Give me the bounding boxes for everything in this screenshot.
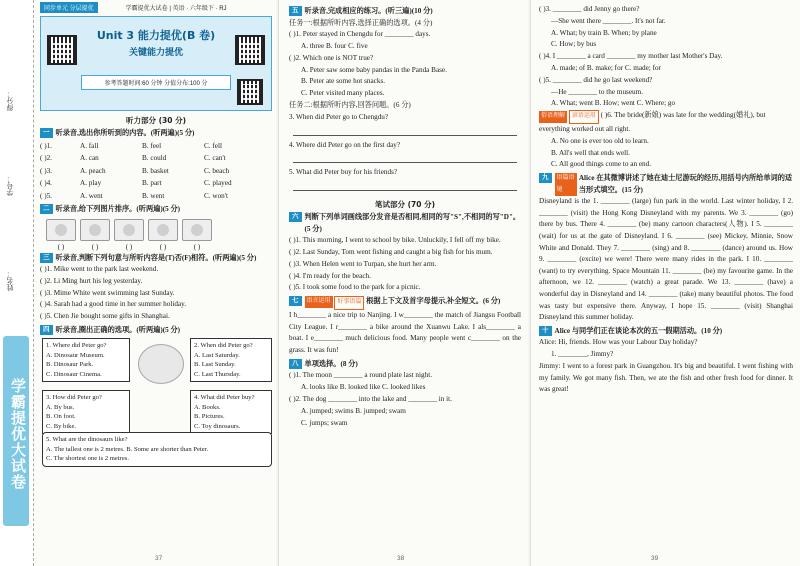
section-4-boxes — [40, 336, 272, 463]
box-line: C. By bike. — [46, 422, 77, 430]
list-item: ( )3. When Helen went to Turpan, she hurt her arm. — [289, 259, 437, 268]
list-item: ( )2. A. can B. could C. can't — [40, 154, 226, 162]
cloze-paragraph: I h________ a nice trip to Nanjing. I w________ the match of Jiangsu Football City League. I r________ a bike around the Xuanwu Lake. I als________ a boat. I e________ much delicious food. Many people went c________ on the grass. It was fun! — [289, 310, 521, 355]
section-text: Alice 在其微博讲述了她在迪士尼游玩的经历,用括号内所给单词的适当形式填空。(15 分) — [578, 174, 793, 194]
section-number: 七 — [289, 296, 302, 306]
dialogue-line: Alice: Hi, friends. How was your Labour Day holiday? — [539, 338, 698, 347]
picture-2 — [80, 219, 110, 241]
unit-title: Unit 3 能力提优(B 卷) — [96, 29, 216, 42]
section-3-heading — [40, 253, 272, 265]
list-item: ( )4. A. play B. part C. played — [40, 179, 232, 187]
question-box-3 — [42, 390, 130, 434]
list-item: ( )5. ________ did he go last weekend? — [539, 75, 653, 84]
picture-4 — [148, 219, 178, 241]
page-37 — [0, 0, 276, 566]
binding-sidebar — [0, 0, 34, 566]
list-item: A. Peter saw some baby pandas in the Panda Base. — [301, 65, 447, 74]
section-text: Alice 与同学们正在谈论本次的五一假期活动。(10 分) — [554, 326, 723, 335]
box-line: C. The shortest one is 2 metres. — [46, 455, 130, 463]
section-text: 单项选择。(8 分) — [304, 359, 358, 368]
skill-chip: 语篇语境 — [555, 173, 578, 196]
page-number: 38 — [397, 555, 405, 562]
skill-chip-2: 好事语篇 — [334, 296, 364, 310]
page-37-content — [40, 0, 272, 463]
answer-blank[interactable]: ( ) — [91, 242, 99, 251]
list-item: C. How; by bus — [551, 40, 597, 49]
picture-row — [46, 219, 272, 241]
task-1-label: 任务一:根据所听内容,选择正确的选项。(4 分) — [289, 18, 433, 27]
score-label: 得分： — [7, 90, 14, 111]
box-line: 4. What did Peter buy? — [194, 394, 255, 402]
section-text: 根据上下文及首字母提示,补全短文。(6 分) — [366, 297, 501, 306]
list-item: ( )5. A. went B. went C. won't — [40, 191, 229, 200]
section-text: 判断下列单词画线部分发音是否相同,相同的写"S",不相同的写"D"。(5 分) — [304, 213, 521, 233]
top-bar — [40, 0, 272, 14]
section-1-rows — [40, 140, 272, 203]
box-line: C. Last Thursday. — [194, 370, 241, 378]
section-7-heading — [289, 296, 521, 310]
section-text: 听录音,完成相应的练习。(听三遍)(10 分) — [304, 7, 433, 15]
answer-blank[interactable]: ( ) — [159, 242, 167, 251]
box-line: 2. When did Peter go? — [194, 342, 253, 350]
children-illustration — [138, 344, 184, 384]
box-line: B. Last Sunday. — [194, 361, 236, 369]
section-number: 三 — [40, 253, 53, 263]
section-6-heading — [289, 212, 521, 235]
unit-header — [40, 16, 272, 111]
question-text: ( )6. The bride(新娘) was late for the wedding(婚礼), but everything worked out all right. — [539, 111, 766, 133]
box-line: 3. How did Peter go? — [46, 394, 102, 402]
section-text: 听录音,选出你所听到的内容。(听两遍)(5 分) — [55, 129, 195, 137]
box-line: B. On foot. — [46, 413, 76, 421]
box-line: B. Dinosaur Park. — [46, 361, 94, 369]
page-number: 39 — [651, 555, 659, 562]
list-item: C. jumps; swam — [301, 418, 348, 427]
page-number: 37 — [155, 555, 163, 562]
box-line: B. Pictures. — [194, 413, 225, 421]
qr-code-small-icon — [237, 79, 263, 105]
list-item: ( )5. Chen Jie bought some gifts in Shanghai. — [40, 312, 170, 321]
list-item: —He ________ to the museum. — [551, 87, 644, 96]
section-2-heading — [40, 204, 272, 216]
list-item: C. All good things come to an end. — [551, 160, 652, 169]
box-line: C. Dinosaur Cinema. — [46, 370, 102, 378]
answer-parens — [46, 243, 272, 251]
box-line: A. The tallest one is 2 metres. B. Some are shorter than Peter. — [46, 445, 209, 453]
section-4-heading — [40, 325, 272, 337]
answer-blank[interactable]: ( ) — [57, 242, 65, 251]
question-box-5 — [42, 432, 272, 467]
box-line: 5. What are the dinosaurs like? — [46, 436, 128, 444]
section-number: 十 — [539, 326, 552, 336]
list-item: ( )1. This morning, I went to school by bike. Unluckily, I fell off my bike. — [289, 236, 501, 245]
list-item: ( )1. A. fall B. feel C. fell — [40, 141, 222, 150]
list-item: A. What; by train B. When; by plane — [551, 28, 657, 37]
question-box-1 — [42, 338, 130, 382]
picture-5 — [182, 219, 212, 241]
section-1-heading — [40, 128, 272, 140]
written-heading: 笔试部分 (70 分) — [374, 200, 435, 210]
list-item: ( )4. Sarah had a good time in her summer holiday. — [40, 300, 187, 309]
list-item: ( )4. I ________ a card ________ my mother last Mother's Day. — [539, 52, 723, 61]
section-9-heading — [539, 173, 793, 196]
task-2-label: 任务二:根据所听内容,回答问题。(6 分) — [289, 101, 411, 110]
list-item: A. made; of B. make; for C. made; for — [551, 63, 661, 72]
picture-3 — [114, 219, 144, 241]
list-item: A. three B. four C. five — [301, 42, 368, 51]
list-item: A. What; went B. How; went C. Where; go — [551, 99, 676, 108]
question-box-4 — [190, 390, 272, 434]
unit-subtitle: 关键能力提优 — [128, 48, 183, 58]
picture-1 — [46, 219, 76, 241]
list-item: C. Peter visited many places. — [301, 89, 385, 98]
list-item: B. All's well that ends well. — [551, 148, 630, 157]
answer-blank[interactable]: ( ) — [125, 242, 133, 251]
section-8-heading — [289, 359, 521, 371]
list-item: ( )2. Last Sunday, Tom went fishing and caught a big fish for his mum. — [289, 248, 493, 257]
section-number: 八 — [289, 359, 302, 369]
list-item: ( )4. I'm ready for the beach. — [289, 271, 371, 280]
series-tag: 同步单元 分层提优 — [40, 2, 98, 13]
page-38 — [278, 0, 528, 566]
answer-line[interactable] — [293, 151, 517, 163]
skill-chip-2: 谚语运用 — [569, 110, 599, 124]
list-item: A. jumped; swims B. jumped; swam — [301, 406, 406, 415]
question: 3. When did Peter go to Chengdu? — [289, 112, 389, 121]
list-item: ( )1. Peter stayed in Chengdu for ________ days. — [289, 30, 431, 39]
question: 5. What did Peter buy for his friends? — [289, 168, 398, 177]
list-item: ( )2. Li Ming hurt his leg yesterday. — [40, 276, 143, 285]
list-item: ( )1. The moon ________ a round plate last night. — [289, 371, 432, 380]
student-id-label: 学号： — [7, 175, 14, 196]
section-number: 二 — [40, 204, 53, 214]
box-line: A. Books. — [194, 403, 221, 411]
answer-line[interactable] — [293, 124, 517, 136]
question-box-2 — [190, 338, 272, 382]
answer-blank[interactable]: ( ) — [193, 242, 201, 251]
section-text: 听录音,判断下列句意与所听内容是(T)否(F)相符。(听两遍)(5 分) — [55, 253, 257, 262]
dialogue-line: Jimmy: I went to a forest park in Guangzhou. It's big and beautiful. I went fishing with my family. We got many fish. Then, we ate the fish and other fresh food for dinner. It was great! — [539, 361, 793, 394]
section-text: 听录音,圈出正确的选项。(听两遍)(5 分) — [55, 325, 181, 334]
section-number: 九 — [539, 173, 552, 183]
time-bar: 参考答题时间:60 分钟 分值分布:100 分 — [81, 75, 231, 90]
list-item: A. No one is ever too old to learn. — [551, 136, 649, 145]
list-item: ( )3. Mime White went swimming last Sunday. — [40, 288, 175, 297]
list-item — [539, 110, 793, 136]
section-text: 听录音,给下列图片排序。(听两遍)(5 分) — [55, 205, 181, 213]
section-number: 一 — [40, 128, 53, 138]
name-label: 姓名： — [7, 270, 14, 291]
list-item: ( )3. ________ did Jenny go there? — [539, 5, 640, 13]
page-38-content — [289, 4, 521, 429]
answer-line[interactable] — [293, 179, 517, 191]
section-number: 四 — [40, 325, 53, 335]
box-line: A. Dinosaur Museum. — [46, 351, 105, 359]
list-item: ( )1. Mike went to the park last weekend. — [40, 265, 159, 273]
box-line: A. By bus. — [46, 403, 75, 411]
book-line: 学霸提优大试卷 | 英语 · 六年级下 · RJ — [125, 5, 227, 12]
section-5-heading — [289, 6, 521, 18]
box-line: 1. Where did Peter go? — [46, 342, 107, 350]
list-item: —She went there ________. It's not far. — [551, 16, 666, 25]
question: 4. Where did Peter go on the first day? — [289, 140, 401, 149]
page-39-content — [539, 4, 793, 396]
skill-chip: 语言运用 — [305, 296, 333, 308]
section-number: 五 — [289, 6, 302, 16]
brand-logo: 学霸提优大试卷 — [3, 336, 29, 526]
listening-heading: 听力部分 (30 分) — [125, 116, 186, 125]
list-item: ( )2. Which one is NOT true? — [289, 53, 374, 62]
list-item: A. looks like B. looked like C. looked likes — [301, 383, 426, 392]
dialogue-line: 1. ________, Jimmy? — [551, 349, 614, 358]
section-10-heading — [539, 326, 793, 338]
list-item: B. Peter ate some hot snacks. — [301, 77, 386, 86]
box-line: C. Toy dinosaurs. — [194, 422, 241, 430]
section-number: 六 — [289, 212, 302, 222]
list-item: ( )5. I took some food to the park for a picnic. — [289, 283, 421, 292]
page-39 — [530, 0, 800, 566]
box-line: A. Last Saturday. — [194, 351, 240, 359]
list-item: ( )2. The dog ________ into the lake and ________ in it. — [289, 395, 452, 404]
list-item: ( )3. A. peach B. basket C. beach — [40, 166, 230, 175]
skill-chip: 俗语理解 — [539, 111, 567, 123]
fill-blank-paragraph: Disneyland is the 1. ________ (large) fun park in the world. Last winter holiday, I 2. ________ (visit) the Hong Kong Disneyland with my parents. We 3. ________ (go) there by bus. There 4. ________ (be) many cartoon characters(人物). I 5. ________ (wait) for us at the gate of Disneyland. I 6. ________ (see) Mickey, Minnie, Snow White and Donald. They 7. ________ (sing) and 8. ________ (dance) around us. How 9. ________ (excite) we were! There were many rides in the park. I 10. ________ (want) to try everything. Space Mountain 11. ________ (be) my favourite game. In the afternoon, we 12. ________ (watch) a great parade. We 13. ________ (have) a wonderful day in Disneyland and 14. ________ (take) many beautiful photos. The food was tasty but expensive there. Anyway, I hope 15. ________ (visit) Shanghai Disneyland this summer holiday. — [539, 197, 793, 322]
